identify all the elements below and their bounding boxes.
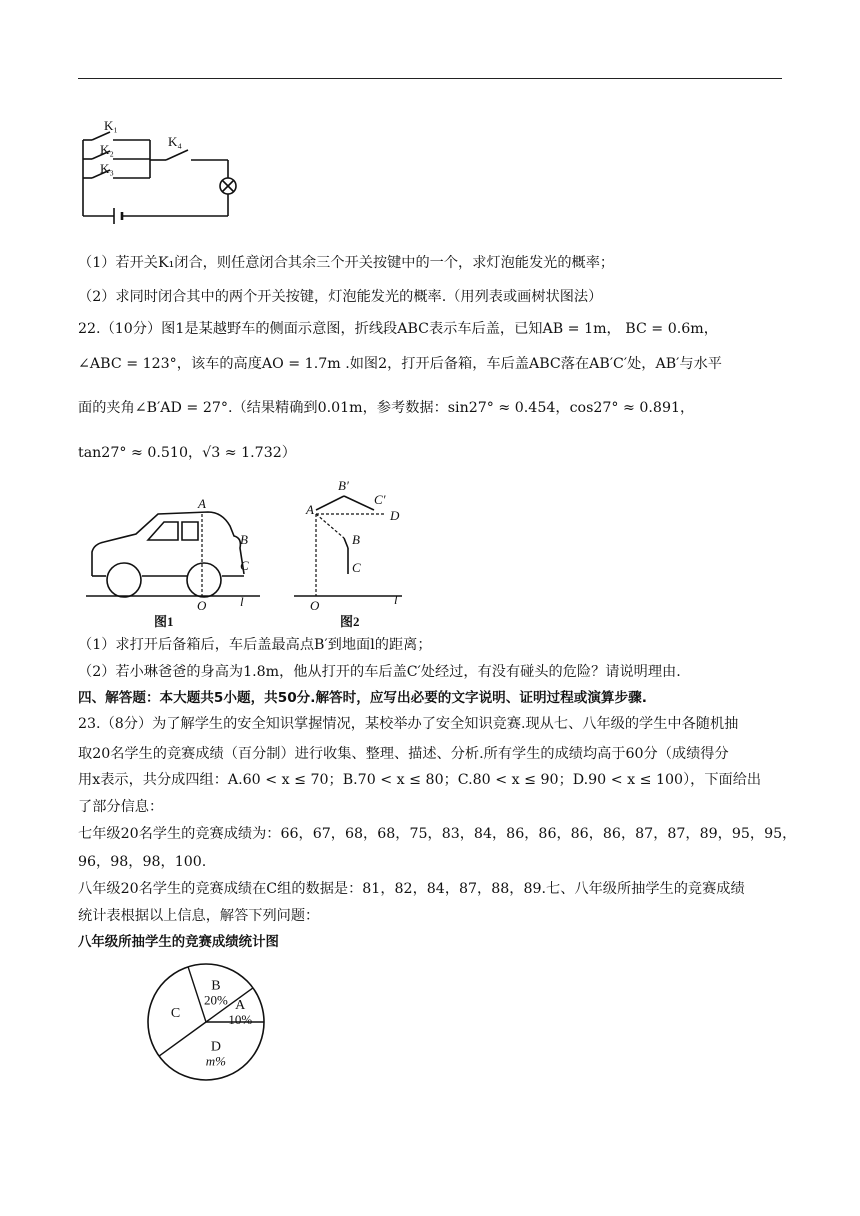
pie-slice-label-b: 20% xyxy=(203,992,228,1008)
q23-line1: 23.（8分）为了解学生的安全知识掌握情况，某校举办了安全知识竞赛.现从七、八年级的学生中各随机抽 xyxy=(78,716,739,732)
fig2-point-c-prime: C′ xyxy=(374,492,386,507)
q23-line2: 取20名学生的竞赛成绩（百分制）进行收集、整理、描述、分析.所有学生的成绩均高于60分（成绩得分 xyxy=(78,746,729,762)
k4-label: K₄ xyxy=(168,134,182,149)
q22-line2: ∠ABC = 123°，该车的高度AO = 1.7m .如图2，打开后备箱，车后盖ABC落在AB′C′处，AB′与水平 xyxy=(78,356,722,372)
pie-slice-label-d: m% xyxy=(205,1053,226,1069)
fig2-caption: 图2 xyxy=(340,614,360,629)
fig2-line-l: l xyxy=(394,592,398,607)
header-rule xyxy=(78,78,782,79)
q23-line6: 96，98，98，100. xyxy=(78,854,207,870)
pie-chart-title: 八年级所抽学生的竞赛成绩统计图 xyxy=(78,935,279,950)
fig1-point-b: B xyxy=(240,532,248,547)
q21-part2: （2）求同时闭合其中的两个开关按键，灯泡能发光的概率.（用列表或画树状图法） xyxy=(78,289,603,305)
fig2-point-d: D xyxy=(390,508,400,523)
pie-slice-name-c: C xyxy=(170,1006,181,1022)
pie-slice-name-d: D xyxy=(210,1039,221,1055)
q23-line5: 七年级20名学生的竞赛成绩为：66，67，68，68，75，83，84，86，86，86，86，87，87，89，95，95， xyxy=(78,826,797,842)
q22-sub2: （2）若小琳爸爸的身高为1.8m，他从打开的车后盖C′处经过，有没有碰头的危险？请说明理由. xyxy=(78,664,681,680)
fig2-point-o: O xyxy=(310,598,320,613)
q23-line3: 用x表示，共分成四组：A.60 < x ≤ 70；B.70 < x ≤ 80；C.80 < x ≤ 90；D.90 < x ≤ 100），下面给出 xyxy=(78,772,762,788)
figure-1-car xyxy=(84,478,264,633)
fig2-point-a: A xyxy=(306,502,314,517)
fig1-point-c: C xyxy=(240,558,249,573)
pie-slice-name-b: B xyxy=(211,978,221,994)
circuit-diagram xyxy=(70,112,250,234)
q21-part1: （1）若开关K₁闭合，则任意闭合其余三个开关按键中的一个，求灯泡能发光的概率； xyxy=(78,255,615,271)
pie-slice-name-a: A xyxy=(235,997,246,1013)
q23-line8: 统计表根据以上信息，解答下列问题： xyxy=(78,908,320,924)
fig1-point-o: O xyxy=(197,598,207,613)
figure-2-trunk xyxy=(290,474,420,632)
k2-label: K₂ xyxy=(100,142,114,157)
q23-line4: 了部分信息： xyxy=(78,799,164,815)
pie-slice-divider-d xyxy=(159,1022,206,1056)
k3-label: K₃ xyxy=(100,161,114,176)
section-4-heading: 四、解答题：本大题共5小题，共50分.解答时，应写出必要的文字说明、证明过程或演算步骤. xyxy=(78,690,647,706)
k1-label: K₁ xyxy=(104,118,118,133)
q22-line1: 22.（10分）图1是某越野车的侧面示意图，折线段ABC表示车后盖，已知AB = 1m， BC = 0.6m， xyxy=(78,321,718,337)
fig1-point-a: A xyxy=(198,496,206,511)
fig2-point-b: B xyxy=(352,532,360,547)
q22-line4: tan27° ≈ 0.510，√3 ≈ 1.732） xyxy=(78,445,296,461)
q23-line7: 八年级20名学生的竞赛成绩在C组的数据是：81，82，84，87，88，89.七、八年级所抽学生的竞赛成绩 xyxy=(78,881,745,897)
pie-slice-label-a: 10% xyxy=(228,1011,253,1027)
fig1-caption: 图1 xyxy=(154,614,174,629)
fig2-point-b-prime: B′ xyxy=(338,478,349,493)
fig2-point-c: C xyxy=(352,560,361,575)
q22-sub1: （1）求打开后备箱后，车后盖最高点B′到地面l的距离； xyxy=(78,637,432,653)
pie-chart xyxy=(136,960,276,1084)
q22-line3: 面的夹角∠B′AD = 27°.（结果精确到0.01m，参考数据：sin27° ≈ 0.454，cos27° ≈ 0.891， xyxy=(78,400,695,416)
fig1-line-l: l xyxy=(240,594,244,609)
